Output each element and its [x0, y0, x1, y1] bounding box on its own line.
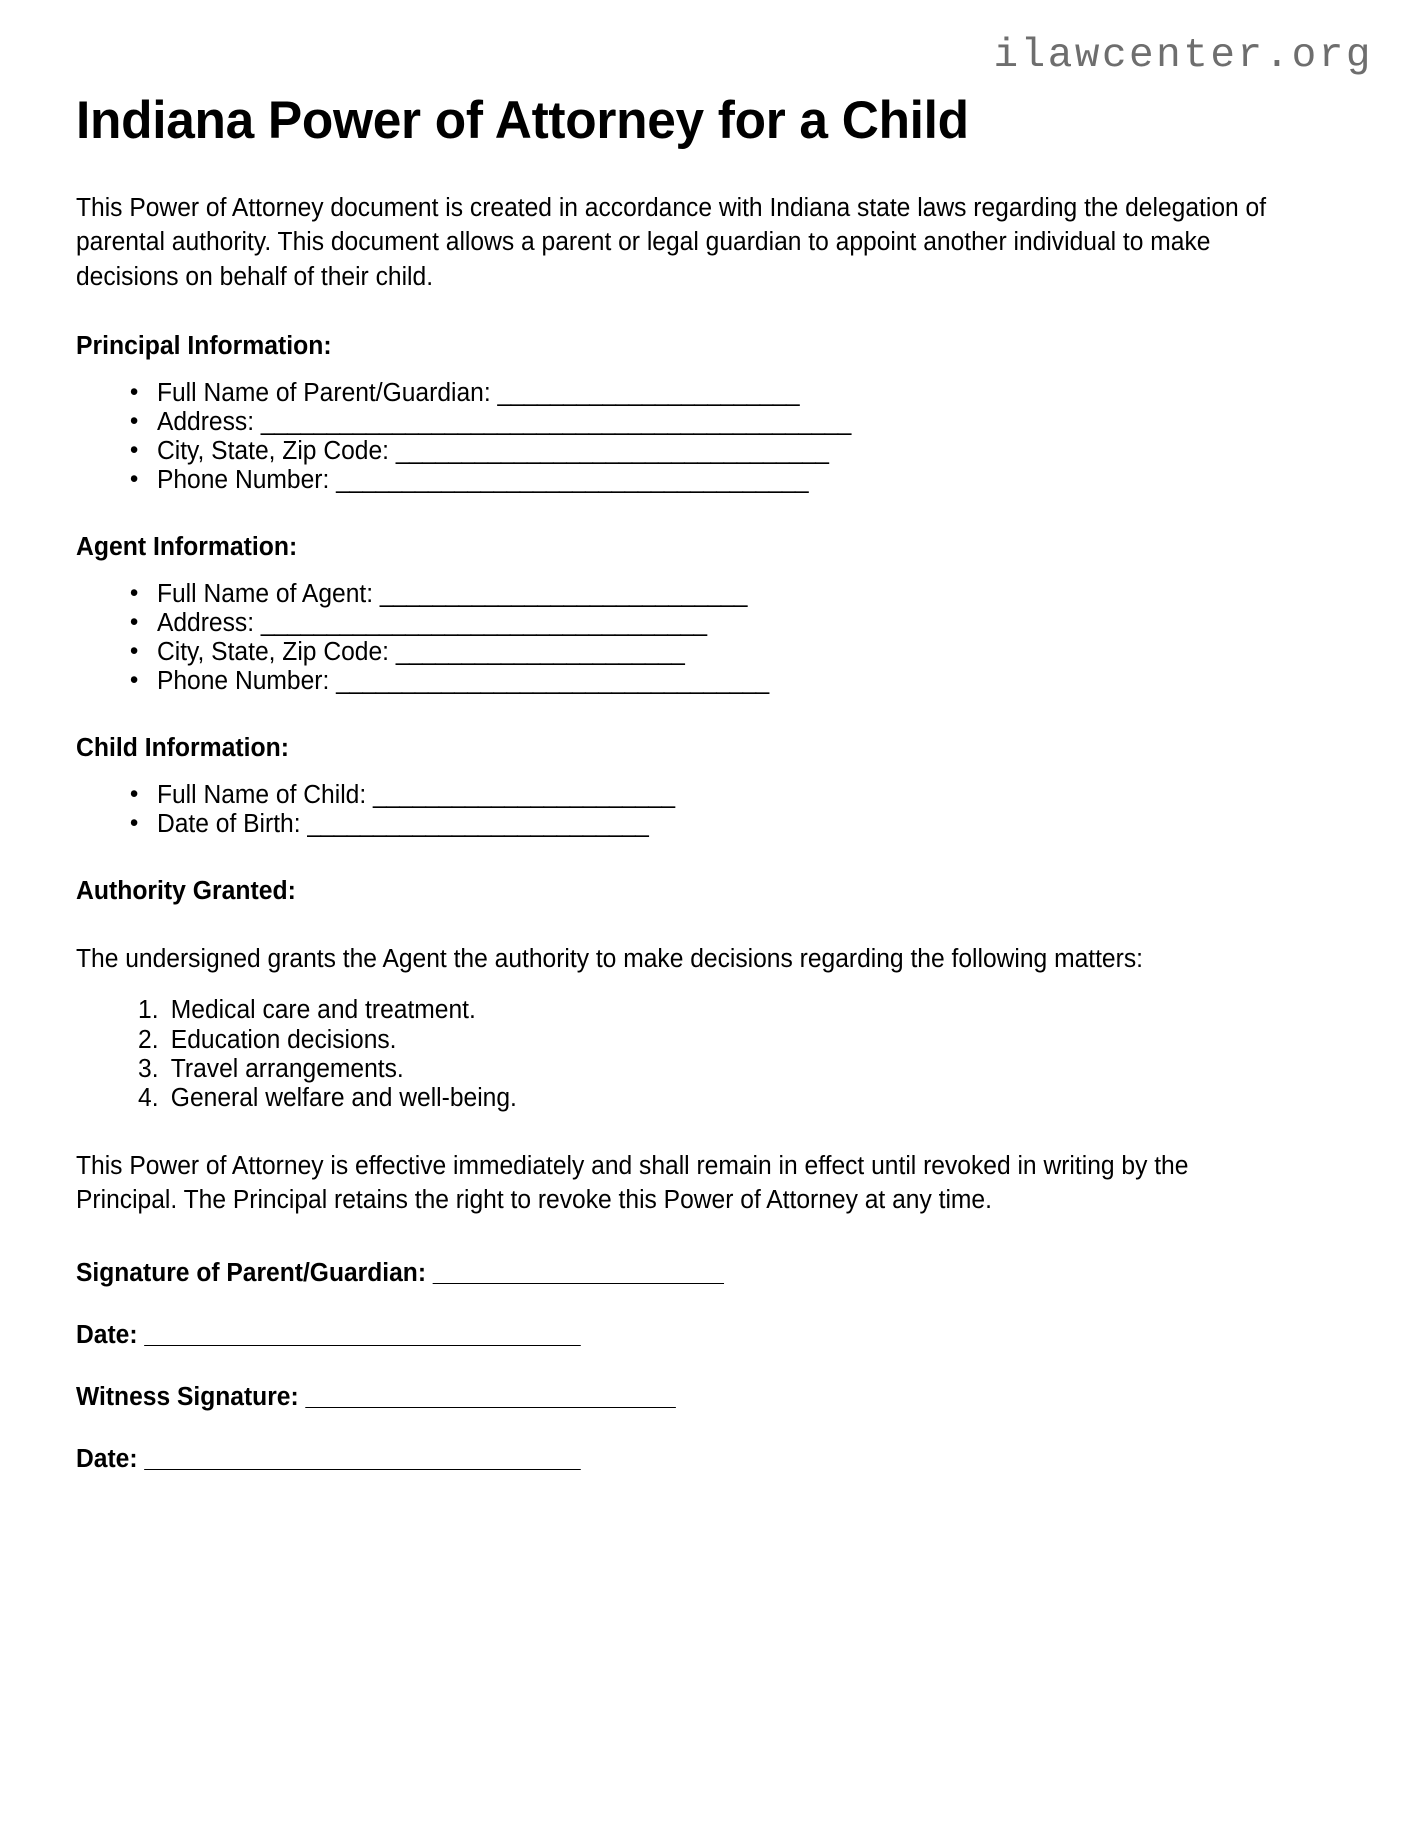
list-item: [128, 379, 1296, 408]
fill-in-blank[interactable]: ____________________________: [379, 579, 747, 608]
fill-in-blank[interactable]: ____________________________________: [336, 465, 808, 494]
field-label: Phone Number:: [156, 465, 337, 494]
list-item: Travel arrangements.: [170, 1054, 404, 1083]
revocation-paragraph: This Power of Attorney is effective immediately and shall remain in effect until revoked in writing by the Principal. The Principal retains the right to revoke this Power of Attorney at any time.: [76, 1151, 1189, 1214]
fill-in-blank[interactable]: _________________________________: [144, 1321, 581, 1350]
field-label: Date:: [76, 1445, 145, 1474]
child-field-list: [76, 763, 1338, 839]
list-item: [128, 810, 1296, 839]
fill-in-blank[interactable]: __________________________: [307, 810, 649, 839]
field-label: Witness Signature:: [76, 1383, 306, 1412]
field-label: Full Name of Agent:: [156, 579, 380, 608]
list-item: [128, 580, 1296, 609]
list-item: Education decisions.: [170, 1025, 397, 1054]
list-item: Medical care and treatment.: [170, 996, 476, 1025]
section-heading-authority: Authority Granted:: [76, 877, 296, 906]
fill-in-blank[interactable]: ____________________________: [305, 1383, 676, 1412]
document-content: [76, 0, 1338, 1507]
signature-parent-guardian-line: [76, 1259, 1294, 1321]
list-item: [128, 667, 1296, 696]
fill-in-blank[interactable]: _________________________________: [336, 667, 769, 696]
signature-block: [76, 1217, 1338, 1507]
list-item: [128, 609, 1296, 638]
site-watermark: ilawcenter.org: [993, 33, 1373, 79]
fill-in-blank[interactable]: _______________________: [497, 378, 799, 407]
field-label: Address:: [156, 609, 261, 638]
authority-lead-paragraph: The undersigned grants the Agent the authority to make decisions regarding the following matters:: [76, 945, 1143, 974]
list-item: [128, 408, 1296, 437]
field-label: Date of Birth:: [156, 810, 308, 839]
list-item: [128, 638, 1296, 667]
field-label: City, State, Zip Code:: [156, 638, 396, 667]
field-label: Address:: [156, 407, 261, 436]
fill-in-blank[interactable]: ______________________: [395, 638, 685, 667]
signature-date-line-1: [76, 1321, 1294, 1383]
fill-in-blank[interactable]: _________________________________: [144, 1445, 581, 1474]
fill-in-blank[interactable]: ______________________: [432, 1259, 724, 1288]
field-label: Date:: [76, 1321, 145, 1350]
field-label: City, State, Zip Code:: [156, 436, 396, 465]
section-heading-child: Child Information:: [76, 734, 289, 763]
witness-signature-line: [76, 1383, 1294, 1445]
field-label: Phone Number:: [156, 667, 337, 696]
signature-date-line-2: [76, 1445, 1294, 1507]
principal-field-list: [76, 361, 1338, 495]
section-heading-agent: Agent Information:: [76, 532, 298, 561]
intro-paragraph: This Power of Attorney document is created in accordance with Indiana state laws regarding the delegation of parental authority. This document allows a parent or legal guardian to appoint another individual to make decisions on behalf of their child.: [76, 194, 1267, 291]
agent-field-list: [76, 562, 1338, 696]
fill-in-blank[interactable]: _______________________: [373, 781, 675, 810]
field-label: Full Name of Parent/Guardian:: [156, 378, 498, 407]
field-label: Full Name of Child:: [156, 781, 374, 810]
list-item: [128, 781, 1296, 810]
list-item: [128, 466, 1296, 495]
field-label: Signature of Parent/Guardian:: [76, 1259, 433, 1288]
section-heading-principal: Principal Information:: [76, 331, 332, 360]
authority-item-list: [76, 976, 1338, 1112]
page-title: Indiana Power of Attorney for a Child: [76, 91, 969, 150]
list-item: [128, 437, 1296, 466]
fill-in-blank[interactable]: _________________________________: [395, 436, 829, 465]
fill-in-blank[interactable]: _____________________________________________: [260, 407, 851, 436]
fill-in-blank[interactable]: __________________________________: [260, 609, 707, 638]
list-item: General welfare and well-being.: [170, 1083, 517, 1112]
